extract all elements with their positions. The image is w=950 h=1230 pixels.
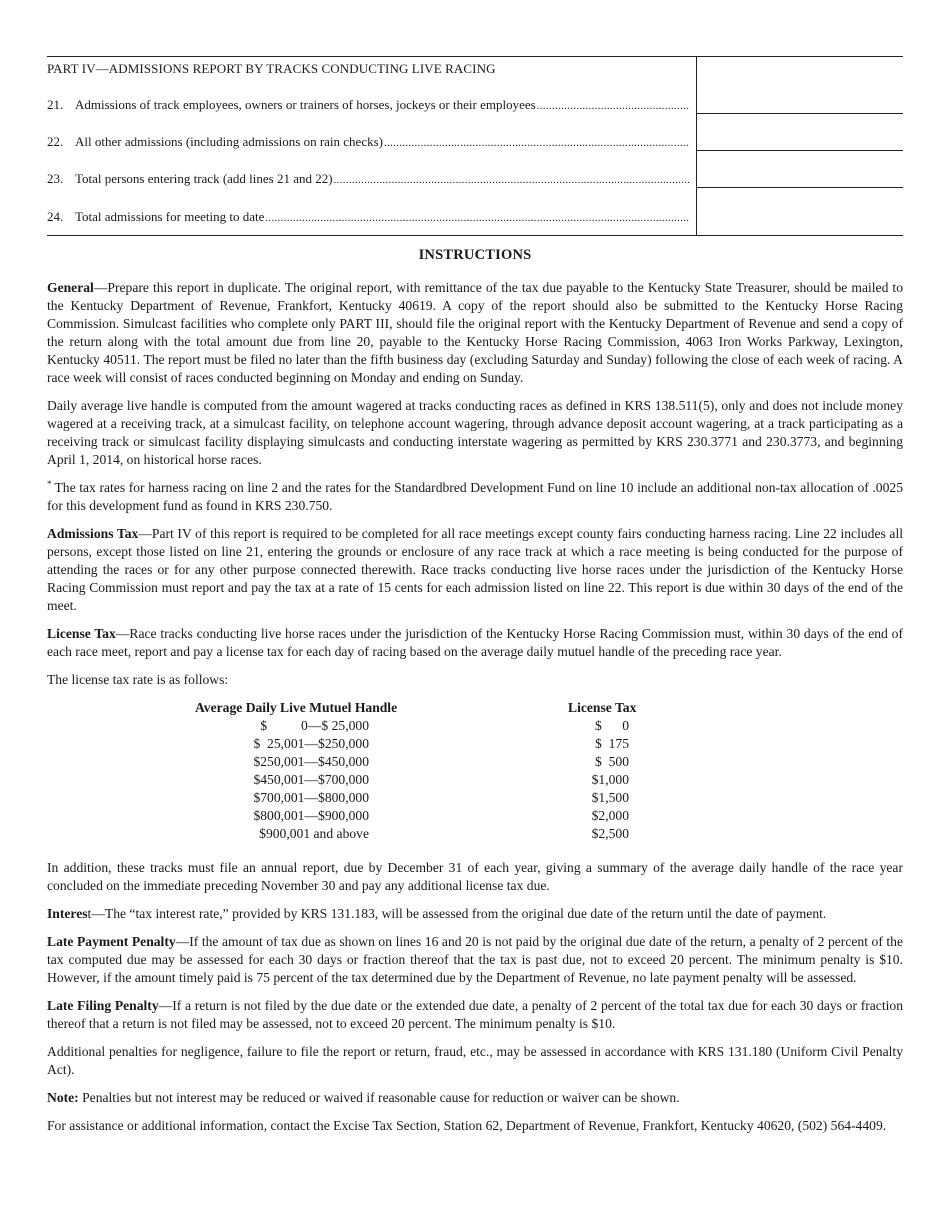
additional-penalties-paragraph: Additional penalties for negligence, failure to file the report or return, fraud, etc., may be assessed in accordance with KRS 131.180 (Uniform Civil Penalty Act). [47,1044,903,1077]
part-iv-table [47,56,903,236]
entry-column-divider [696,57,697,235]
general-paragraph [47,279,903,387]
line-label: Admissions of track employees, owners or trainers of horses, jockeys or their employees [75,97,536,112]
admissions-tax-paragraph [47,525,903,615]
tax-cell: $2,000 [591,808,629,823]
license-tax-text: —Race tracks conducting live horse races under the jurisdiction of the Kentucky Horse Racing Commission must, within 30 days of the end of each race meet, report and pay a license tax for each day of racing based on the average daily mutuel handle of the preceding race year. [47,626,903,659]
tax-cell: $1,000 [591,772,629,787]
instructions-body [47,279,903,1145]
line-22-row [47,134,690,152]
rate-intro: The license tax rate is as follows: [47,672,229,687]
leader-dots [265,209,690,225]
leader-dots [334,171,690,187]
interest-text: t—The “tax interest rate,” provided by KRS 131.183, will be assessed from the original due date of the return until the date of payment. [87,906,827,921]
line-24-row [47,209,690,227]
license-tax-rate-table [47,699,903,849]
license-tax-paragraph [47,625,903,661]
interest-heading: Interes [47,906,88,921]
tax-cell: $ 500 [595,754,629,769]
line-number: 21. [47,97,64,112]
late-payment-paragraph [47,933,903,987]
general-text: —Prepare this report in duplicate. The original report, with remittance of the tax due payable to the Kentucky State Treasurer, should be mailed to the Kentucky Department of Revenue, Frankfort, Kentucky 40619. A copy of the report should also be submitted to the Kentucky Horse Racing Commission. Simulcast facilities who complete only PART III, should file the original report with the Kentucky Department of Revenue and send a copy of the return along with the total amount due from line 20, payable to the Kentucky Horse Racing Commission, 4063 Iron Works Parkway, Lexington, Kentucky 40511. The report must be filed no later than the fifth business day (excluding Saturday and Sunday) following the close of each week of racing. A race week will consist of races conducted beginning on Monday and ending on Sunday. [47,280,903,385]
line-number: 24. [47,209,64,224]
footnote-mark: * [47,479,52,489]
line-label: Total admissions for meeting to date [75,209,265,224]
note-text: Penalties but not interest may be reduced or waived if reasonable cause for reduction or waiver can be shown. [78,1090,680,1105]
license-tax-heading: License Tax [47,626,116,641]
line-23-entry-box[interactable] [696,187,903,188]
note-heading: Note: [47,1090,79,1105]
handle-cell: $900,001 and above [259,826,369,841]
line-21-row [47,97,690,115]
daily-average-paragraph: Daily average live handle is computed from the amount wagered at tracks conducting races as defined in KRS 138.511(5), only and does not include money wagered at a receiving track, at a simulcast facility, on telephone account wagering, through advance deposit account wagering, at a track participating as a receiving track or simulcast facility displaying simulcasts and conducting interstate wagering as permitted by KRS 230.3771 and 230.3773, and beginning April 1, 2014, on historical horse races. [47,398,903,467]
late-payment-heading: Late Payment Penalty [47,934,176,949]
admissions-tax-heading: Admissions Tax [47,526,139,541]
line-22-entry-box[interactable] [696,150,903,151]
tax-cell: $1,500 [591,790,629,805]
form-page [47,56,903,1133]
line-23-row [47,171,690,189]
general-heading: General [47,280,94,295]
admissions-tax-text: —Part IV of this report is required to be completed for all race meetings except county fairs conducting harness racing. Line 22 includes all persons, except those listed on line 21, entering the grounds or enclosure of any race track at which a race meeting is being conducted for the purpose of attending the races or for any other purpose connected therewith. Race tracks conducting live horse races under the jurisdiction of the Kentucky Horse Racing Commission must report and pay the tax at a rate of 15 cents for each admission listed on line 22. This report is due within 30 days of the end of the meet. [47,526,903,613]
late-filing-text: —If a return is not filed by the due date or the extended due date, a penalty of 2 percent of the total tax due for each 30 days or fraction thereof that a return is not filed may be assessed, not to exceed 20 percent. The minimum penalty is $10. [47,998,903,1031]
footnote-paragraph [47,479,903,515]
handle-cell: $250,001—$450,000 [253,754,369,769]
footnote-text: The tax rates for harness racing on line 2 and the rates for the Standardbred Development Fund on line 10 include an additional non-tax allocation of .0025 for this development fund as found in KRS 230.750. [47,480,903,513]
handle-cell: $ 0—$ 25,000 [260,718,369,733]
handle-cell: $700,001—$800,000 [253,790,369,805]
part-iv-header: PART IV—ADMISSIONS REPORT BY TRACKS CONDUCTING LIVE RACING [47,61,496,76]
handle-cell: $800,001—$900,000 [253,808,369,823]
tax-cell: $ 175 [595,736,629,751]
contact-paragraph: For assistance or additional information, contact the Excise Tax Section, Station 62, Department of Revenue, Frankfort, Kentucky 40620, (502) 564-4409. [47,1118,887,1133]
tax-cell: $2,500 [591,826,629,841]
line-label: All other admissions (including admissions on rain checks) [75,134,383,149]
handle-cell: $ 25,001—$250,000 [253,736,369,751]
line-number: 22. [47,134,64,149]
late-filing-paragraph [47,997,903,1033]
handle-column [241,717,369,843]
note-paragraph [47,1089,903,1107]
handle-cell: $450,001—$700,000 [253,772,369,787]
line-label: Total persons entering track (add lines 21 and 22) [75,171,333,186]
late-payment-text: —If the amount of tax due as shown on lines 16 and 20 is not paid by the original due date of the return, a penalty of 2 percent of the tax computed due may be assessed for each 30 days or fraction thereof that the tax is past due, not to exceed 20 percent. The minimum penalty is $10. However, if the amount timely paid is 75 percent of the tax determined due by the Department of Revenue, no late payment penalty will be assessed. [47,934,903,985]
late-filing-heading: Late Filing Penalty [47,998,159,1013]
line-number: 23. [47,171,64,186]
annual-report-paragraph: In addition, these tracks must file an annual report, due by December 31 of each year, giving a summary of the average daily handle of the race year concluded on the immediate preceding November 30 and pay any additional license tax due. [47,860,903,893]
instructions-title: INSTRUCTIONS [418,247,532,263]
handle-column-header: Average Daily Live Mutuel Handle [195,700,398,715]
leader-dots [537,97,690,113]
tax-cell: $ 0 [595,718,629,733]
tax-column [581,717,629,843]
tax-column-header: License Tax [568,700,637,715]
interest-paragraph [47,905,903,923]
leader-dots [384,134,690,150]
line-21-entry-box[interactable] [696,113,903,114]
